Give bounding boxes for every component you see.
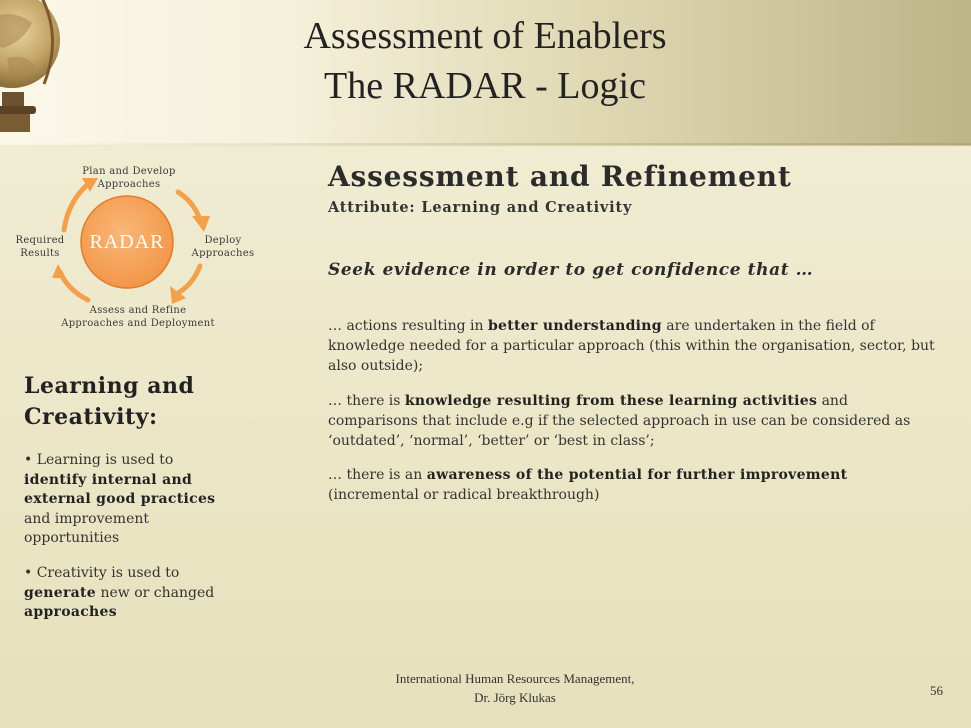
arrow-down-right: [178, 192, 200, 220]
evidence-item-1-post: are undertaken in the field of knowledge needed for a particular approach (this within the organisation, sector, but also outside);: [328, 318, 935, 374]
learning-bold-2: external good practices: [24, 491, 216, 507]
radar-label-required: [12, 234, 68, 260]
radar-label-required-line1: Required: [15, 235, 65, 246]
slide-title-line1: Assessment of Enablers: [303, 15, 667, 57]
learning-lead: • Learning is used to: [24, 452, 174, 468]
radar-label-deploy-line1: Deploy: [204, 235, 242, 246]
radar-label-plan-line1: Plan and Develop: [82, 166, 176, 177]
evidence-item-2-pre: … there is: [328, 393, 405, 409]
left-heading: [24, 371, 284, 433]
radar-label-assess-line2: Approaches and Deployment: [61, 318, 215, 329]
radar-label-required-line2: Results: [20, 248, 60, 259]
globe-icon: [0, 0, 66, 138]
radar-label-deploy-line2: Approaches: [191, 248, 255, 259]
evidence-item-2: [328, 391, 938, 451]
radar-label-plan: [70, 165, 188, 191]
evidence-item-1-pre: … actions resulting in: [328, 318, 488, 334]
creativity-lead: • Creativity is used to: [24, 565, 180, 581]
radar-label-assess: [48, 304, 228, 330]
attribute-label: Attribute: Learning and Creativity: [328, 199, 633, 216]
page-number: 56: [930, 683, 943, 698]
creativity-bold-1: generate: [24, 584, 97, 601]
slide-title-line2: The RADAR - Logic: [324, 65, 646, 107]
arrow-head-up-left: [52, 264, 66, 278]
evidence-item-2-post: and comparisons that include e.g if the selected approach in use can be considered as ‘outdated’, ‘normal’, ‘better’ or ‘best in class’;: [328, 393, 911, 449]
footer-line1: International Human Resources Management,: [395, 671, 635, 686]
footer: [340, 669, 690, 707]
learning-paragraph: [24, 451, 294, 549]
radar-label-plan-line2: Approaches: [97, 179, 161, 190]
seek-evidence-line: Seek evidence in order to get confidence that …: [328, 260, 814, 280]
learning-tail-2: opportunities: [24, 530, 120, 546]
evidence-item-2-bold: knowledge resulting from these learning activities: [404, 393, 818, 409]
footer-line2: Dr. Jörg Klukas: [474, 690, 556, 705]
evidence-item-3-post: (incremental or radical breakthrough): [328, 487, 600, 503]
creativity-paragraph: [24, 564, 294, 623]
evidence-item-3: [328, 465, 938, 505]
evidence-item-1: [328, 316, 938, 376]
creativity-mid: new or changed: [96, 584, 215, 601]
radar-label-deploy: [186, 234, 260, 260]
arrow-down-left: [176, 266, 200, 294]
learning-bold-1: identify internal and: [24, 471, 193, 488]
left-heading-line1: Learning and: [24, 373, 195, 399]
radar-center-label: RADAR: [89, 231, 165, 253]
radar-label-assess-line1: Assess and Refine: [89, 305, 187, 316]
arrow-head-down-right: [192, 216, 210, 232]
evidence-item-3-pre: … there is an: [328, 467, 427, 483]
learning-tail-1: and improvement: [24, 510, 150, 527]
creativity-bold-2: approaches: [24, 604, 117, 620]
evidence-item-3-bold: awareness of the potential for further improvement: [426, 467, 848, 483]
section-heading: Assessment and Refinement: [328, 160, 792, 193]
evidence-item-1-bold: better understanding: [487, 318, 662, 334]
left-heading-line2: Creativity:: [24, 404, 158, 430]
